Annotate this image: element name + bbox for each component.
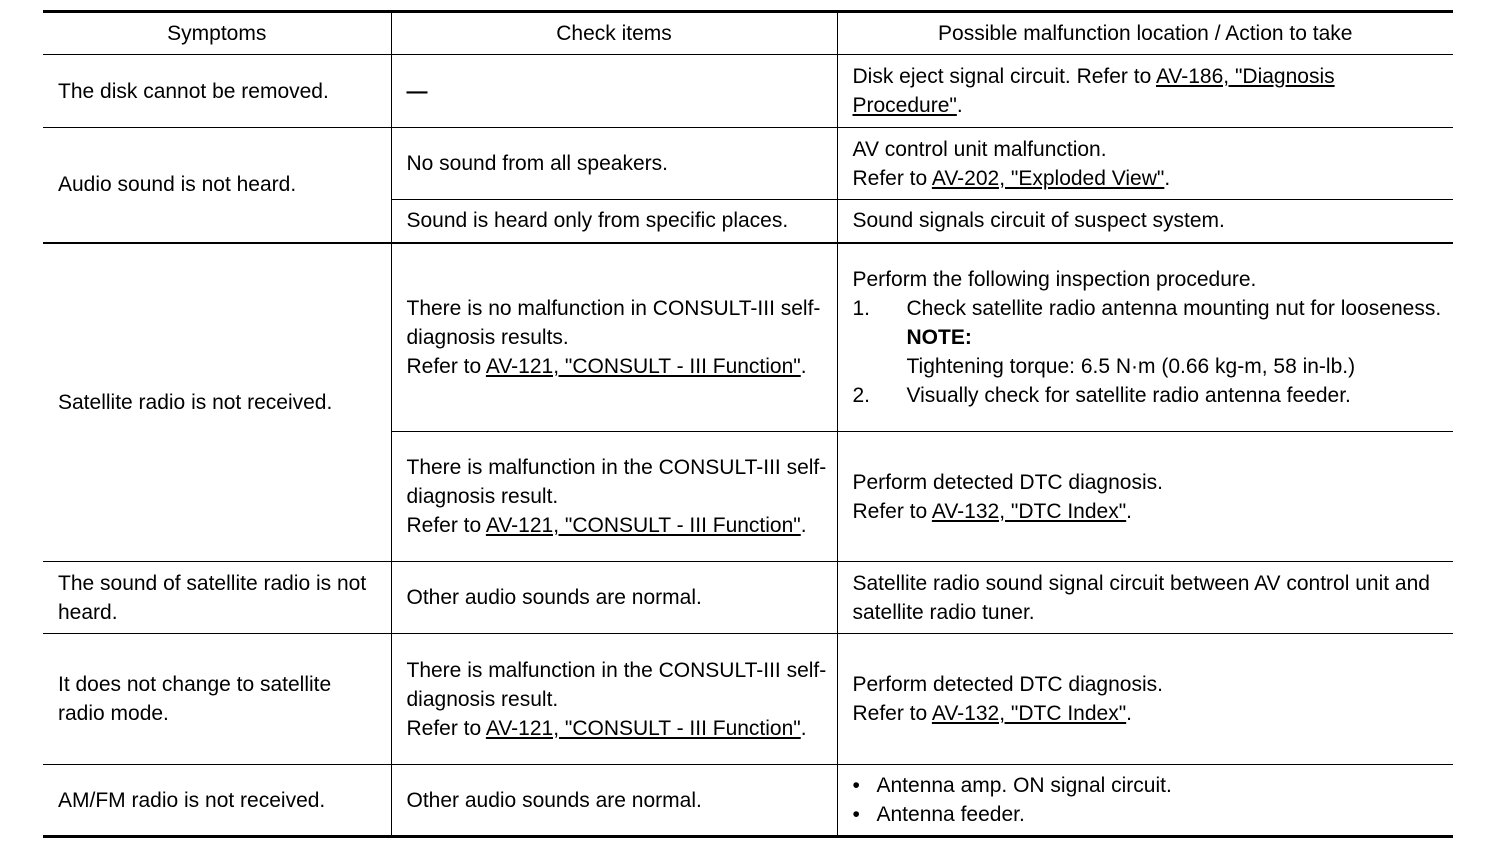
symptom-cell: The disk cannot be removed. [43,55,391,128]
link-av-121[interactable]: AV-121, "CONSULT - III Function" [485,354,801,378]
step-item: 2. Visually check for satellite radio antenna feeder. [852,383,1351,407]
action-cell [837,765,1453,837]
link-av-132[interactable]: AV-132, "DTC Index" [931,499,1127,523]
action-cell: Satellite radio sound signal circuit between AV control unit and satellite radio tuner. [837,562,1453,634]
symptom-cell: The sound of satellite radio is not heard. [43,562,391,634]
check-cell: There is no malfunction in CONSULT-III self-diagnosis results. Refer to AV-121, "CONSULT - III Function". [391,243,837,432]
check-cell: There is malfunction in the CONSULT-III self-diagnosis result. Refer to AV-121, "CONSULT - III Function". [391,634,837,765]
symptom-cell: Satellite radio is not received. [43,243,391,562]
check-cell: — [391,55,837,128]
link-av-121[interactable]: AV-121, "CONSULT - III Function" [485,514,801,537]
action-cell: Sound signals circuit of suspect system. [837,200,1453,243]
symptom-cell: Audio sound is not heard. [43,128,391,243]
link-av-121[interactable]: AV-121, "CONSULT - III Function" [485,716,801,740]
table-row [43,634,1453,765]
step-item: 1. Check satellite radio antenna mounting nut for looseness. NOTE: Tightening torque: 6.5 N·m (0.66 kg-m, 58 in-lb.) [852,296,1442,378]
bullet-item: • Antenna amp. ON signal circuit. [853,771,1444,800]
action-cell: Perform the following inspection procedure. 1. Check satellite radio antenna mounting nut for looseness. NOTE: Tightening torque: 6.5 N·m (0.66 kg-m, 58 in-lb.) 2. Visually check for satellite radio antenna feeder. [837,243,1453,432]
link-av-202[interactable]: AV-202, "Exploded View" [931,166,1165,190]
header-symptoms: Symptoms [43,12,391,55]
header-check-items: Check items [391,12,837,55]
header-row [43,12,1453,55]
table-row [43,128,1453,200]
check-cell: Other audio sounds are normal. [391,765,837,837]
note-label: NOTE: [906,325,972,349]
header-action: Possible malfunction location / Action to take [837,12,1453,55]
bullet-icon: • [852,803,860,826]
table-row [43,765,1453,837]
diagnosis-table [43,10,1453,838]
check-cell: Other audio sounds are normal. [391,562,837,634]
bullet-icon: • [852,774,860,797]
link-av-132[interactable]: AV-132, "DTC Index" [931,702,1127,725]
link-av-186[interactable]: AV-186, "Diagnosis Procedure" [852,65,1335,117]
action-cell: Perform detected DTC diagnosis. Refer to AV-132, "DTC Index". [837,634,1453,765]
symptom-cell: AM/FM radio is not received. [43,765,391,837]
bullet-item: • Antenna feeder. [853,800,1444,829]
action-cell: Disk eject signal circuit. Refer to AV-186, "Diagnosis Procedure". [837,55,1453,128]
check-cell: Sound is heard only from specific places. [391,200,837,243]
table-row [43,55,1453,128]
action-cell: Perform detected DTC diagnosis. Refer to AV-132, "DTC Index". [837,432,1453,562]
symptom-cell: It does not change to satellite radio mode. [43,634,391,765]
table-row [43,243,1453,432]
action-cell: AV control unit malfunction. Refer to AV-202, "Exploded View". [837,128,1453,200]
check-cell: No sound from all speakers. [391,128,837,200]
table-row [43,562,1453,634]
check-cell: There is malfunction in the CONSULT-III self-diagnosis result. Refer to AV-121, "CONSULT - III Function". [391,432,837,562]
